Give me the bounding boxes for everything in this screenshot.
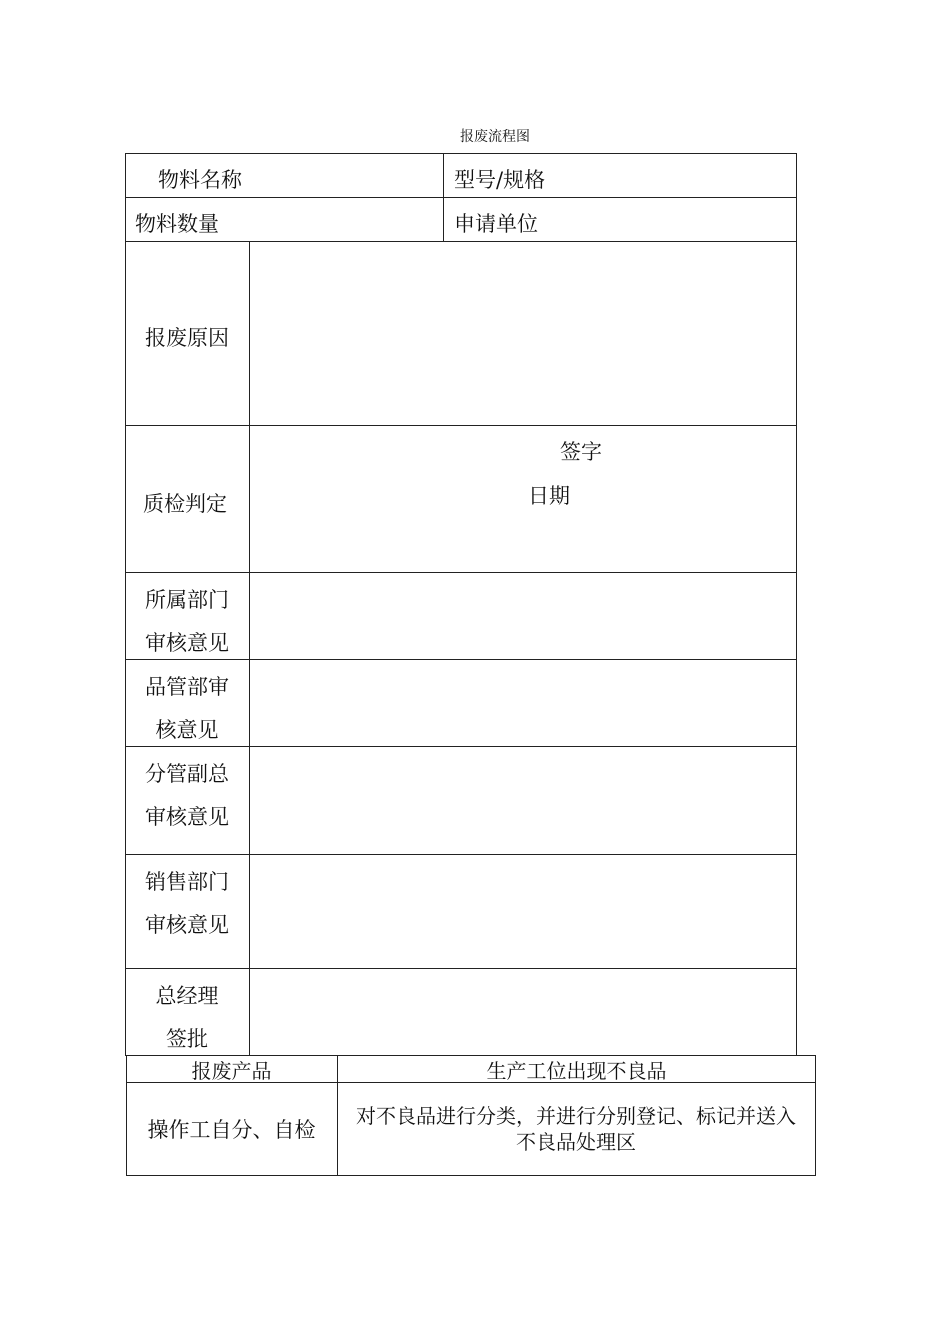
vice-president-review-line2: 审核意见: [145, 805, 229, 829]
flow-step-classify-register: 对不良品进行分类，并进行分别登记、标记并送入不良品处理区: [356, 1104, 796, 1154]
row-divider: [125, 241, 797, 242]
flow-header-defect-occurs: 生产工位出现不良品: [486, 1058, 667, 1083]
qc-judgment-label: 质检判定: [143, 492, 227, 516]
vice-president-review-label: [125, 753, 249, 839]
quality-dept-review-label: [125, 666, 249, 752]
applicant-unit-label: 申请单位: [454, 212, 538, 236]
general-manager-approval-line2: 签批: [166, 1027, 208, 1051]
row-divider: [125, 572, 797, 573]
quality-dept-review-field[interactable]: [251, 661, 795, 745]
column-divider: [249, 241, 250, 1056]
vice-president-review-line1: 分管副总: [145, 762, 229, 786]
row-divider: [125, 197, 797, 198]
column-divider: [443, 153, 444, 241]
row-divider: [125, 854, 797, 855]
vice-president-review-field[interactable]: [251, 748, 795, 853]
department-review-line1: 所属部门: [145, 588, 229, 612]
department-review-line2: 审核意见: [145, 631, 229, 655]
row-divider: [125, 968, 797, 969]
general-manager-approval-field[interactable]: [251, 970, 795, 1054]
document-title: 报废流程图: [460, 129, 530, 145]
scrap-reason-label: 报废原因: [145, 326, 229, 350]
model-spec-label: 型号/规格: [454, 168, 546, 192]
department-review-field[interactable]: [251, 574, 795, 658]
quality-dept-review-line2: 核意见: [155, 718, 219, 742]
date-label: 日期: [528, 484, 570, 508]
row-divider: [125, 425, 797, 426]
general-manager-approval-label: [125, 975, 249, 1061]
quality-dept-review-line1: 品管部审: [145, 675, 229, 699]
scrap-reason-field[interactable]: [251, 243, 795, 424]
material-quantity-label: 物料数量: [135, 212, 219, 236]
sales-dept-review-line2: 审核意见: [145, 913, 229, 937]
general-manager-approval-line1: 总经理: [155, 984, 219, 1008]
sales-dept-review-line1: 销售部门: [145, 870, 229, 894]
flow-header-scrap-product: 报废产品: [191, 1058, 272, 1083]
signature-label: 签字: [560, 440, 602, 464]
material-name-label: 物料名称: [158, 168, 242, 192]
sales-dept-review-label: [125, 861, 249, 947]
sales-dept-review-field[interactable]: [251, 856, 795, 967]
flow-step-self-check: 操作工自分、自检: [147, 1118, 316, 1142]
department-review-label: [125, 579, 249, 665]
